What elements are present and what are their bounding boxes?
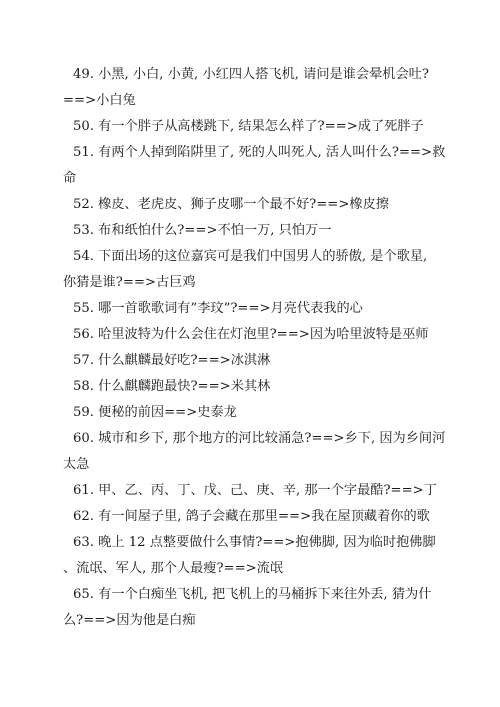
riddle-57 bbox=[73, 348, 433, 374]
riddle-50 bbox=[73, 114, 433, 140]
riddle-62 bbox=[73, 504, 433, 530]
riddle-59 bbox=[73, 400, 433, 426]
riddle-line: 62. 有一间屋子里, 鸽子会藏在那里==>我在屋顶藏着你的歌 bbox=[73, 509, 430, 524]
riddle-line: 50. 有一个胖子从高楼跳下, 结果怎么样了?==>成了死胖子 bbox=[73, 119, 424, 134]
riddle-line: 、流氓、军人, 那个人最瘦?==>流氓 bbox=[63, 561, 284, 576]
riddle-line: 56. 哈里波特为什么会住在灯泡里?==>因为哈里波特是巫师 bbox=[73, 327, 429, 342]
riddle-line: 么?==>因为他是白痴 bbox=[63, 613, 196, 628]
riddle-line: 命 bbox=[63, 171, 77, 186]
riddle-53 bbox=[73, 218, 433, 244]
riddle-51 bbox=[63, 140, 446, 192]
riddle-61 bbox=[73, 478, 437, 504]
riddle-line: 60. 城市和乡下, 那个地方的河比较涌急?==>乡下, 因为乡间河 bbox=[73, 431, 446, 446]
riddle-line: 53. 布和纸怕什么?==>不怕一万, 只怕万一 bbox=[73, 223, 332, 238]
riddle-line: 52. 橡皮、老虎皮、狮子皮哪一个最不好?==>橡皮擦 bbox=[73, 197, 389, 212]
riddle-line: 你猜是谁?==>古巨鸡 bbox=[63, 275, 196, 290]
riddle-line: 54. 下面出场的这位嘉宾可是我们中国男人的骄傲, 是个歌星, bbox=[73, 249, 428, 264]
riddle-line: 61. 甲、乙、丙、丁、戊、己、庚、辛, 那一个字最酷?==>丁 bbox=[73, 483, 437, 498]
riddle-60 bbox=[63, 426, 446, 478]
riddle-55 bbox=[73, 296, 433, 322]
riddle-line: 59. 便秘的前因==>史泰龙 bbox=[73, 405, 237, 420]
riddle-line: 58. 什么麒麟跑最快?==>米其林 bbox=[73, 379, 271, 394]
riddle-line: 65. 有一个白痴坐飞机, 把飞机上的马桶拆下来往外丢, 猜为什 bbox=[73, 587, 432, 602]
riddle-58 bbox=[73, 374, 433, 400]
riddle-63 bbox=[63, 530, 436, 582]
riddle-line: ==>小白兔 bbox=[63, 93, 136, 108]
riddle-56 bbox=[73, 322, 433, 348]
riddle-line: 57. 什么麒麟最好吃?==>冰淇淋 bbox=[73, 353, 271, 368]
riddle-52 bbox=[73, 192, 433, 218]
riddle-line: 63. 晚上 12 点整要做什么事情?==>抱佛脚, 因为临时抱佛脚 bbox=[73, 535, 436, 550]
riddle-54 bbox=[63, 244, 433, 296]
riddle-line: 太急 bbox=[63, 457, 90, 472]
riddle-line: 49. 小黑, 小白, 小黄, 小红四人搭飞机, 请问是谁会晕机会吐? bbox=[73, 67, 429, 82]
riddle-line: 55. 哪一首歌歌词有”李玟”?==>月亮代表我的心 bbox=[73, 301, 363, 316]
riddle-49 bbox=[63, 62, 433, 114]
riddle-65 bbox=[63, 582, 433, 634]
riddle-line: 51. 有两个人掉到陷阱里了, 死的人叫死人, 活人叫什么?==>救 bbox=[73, 145, 446, 160]
